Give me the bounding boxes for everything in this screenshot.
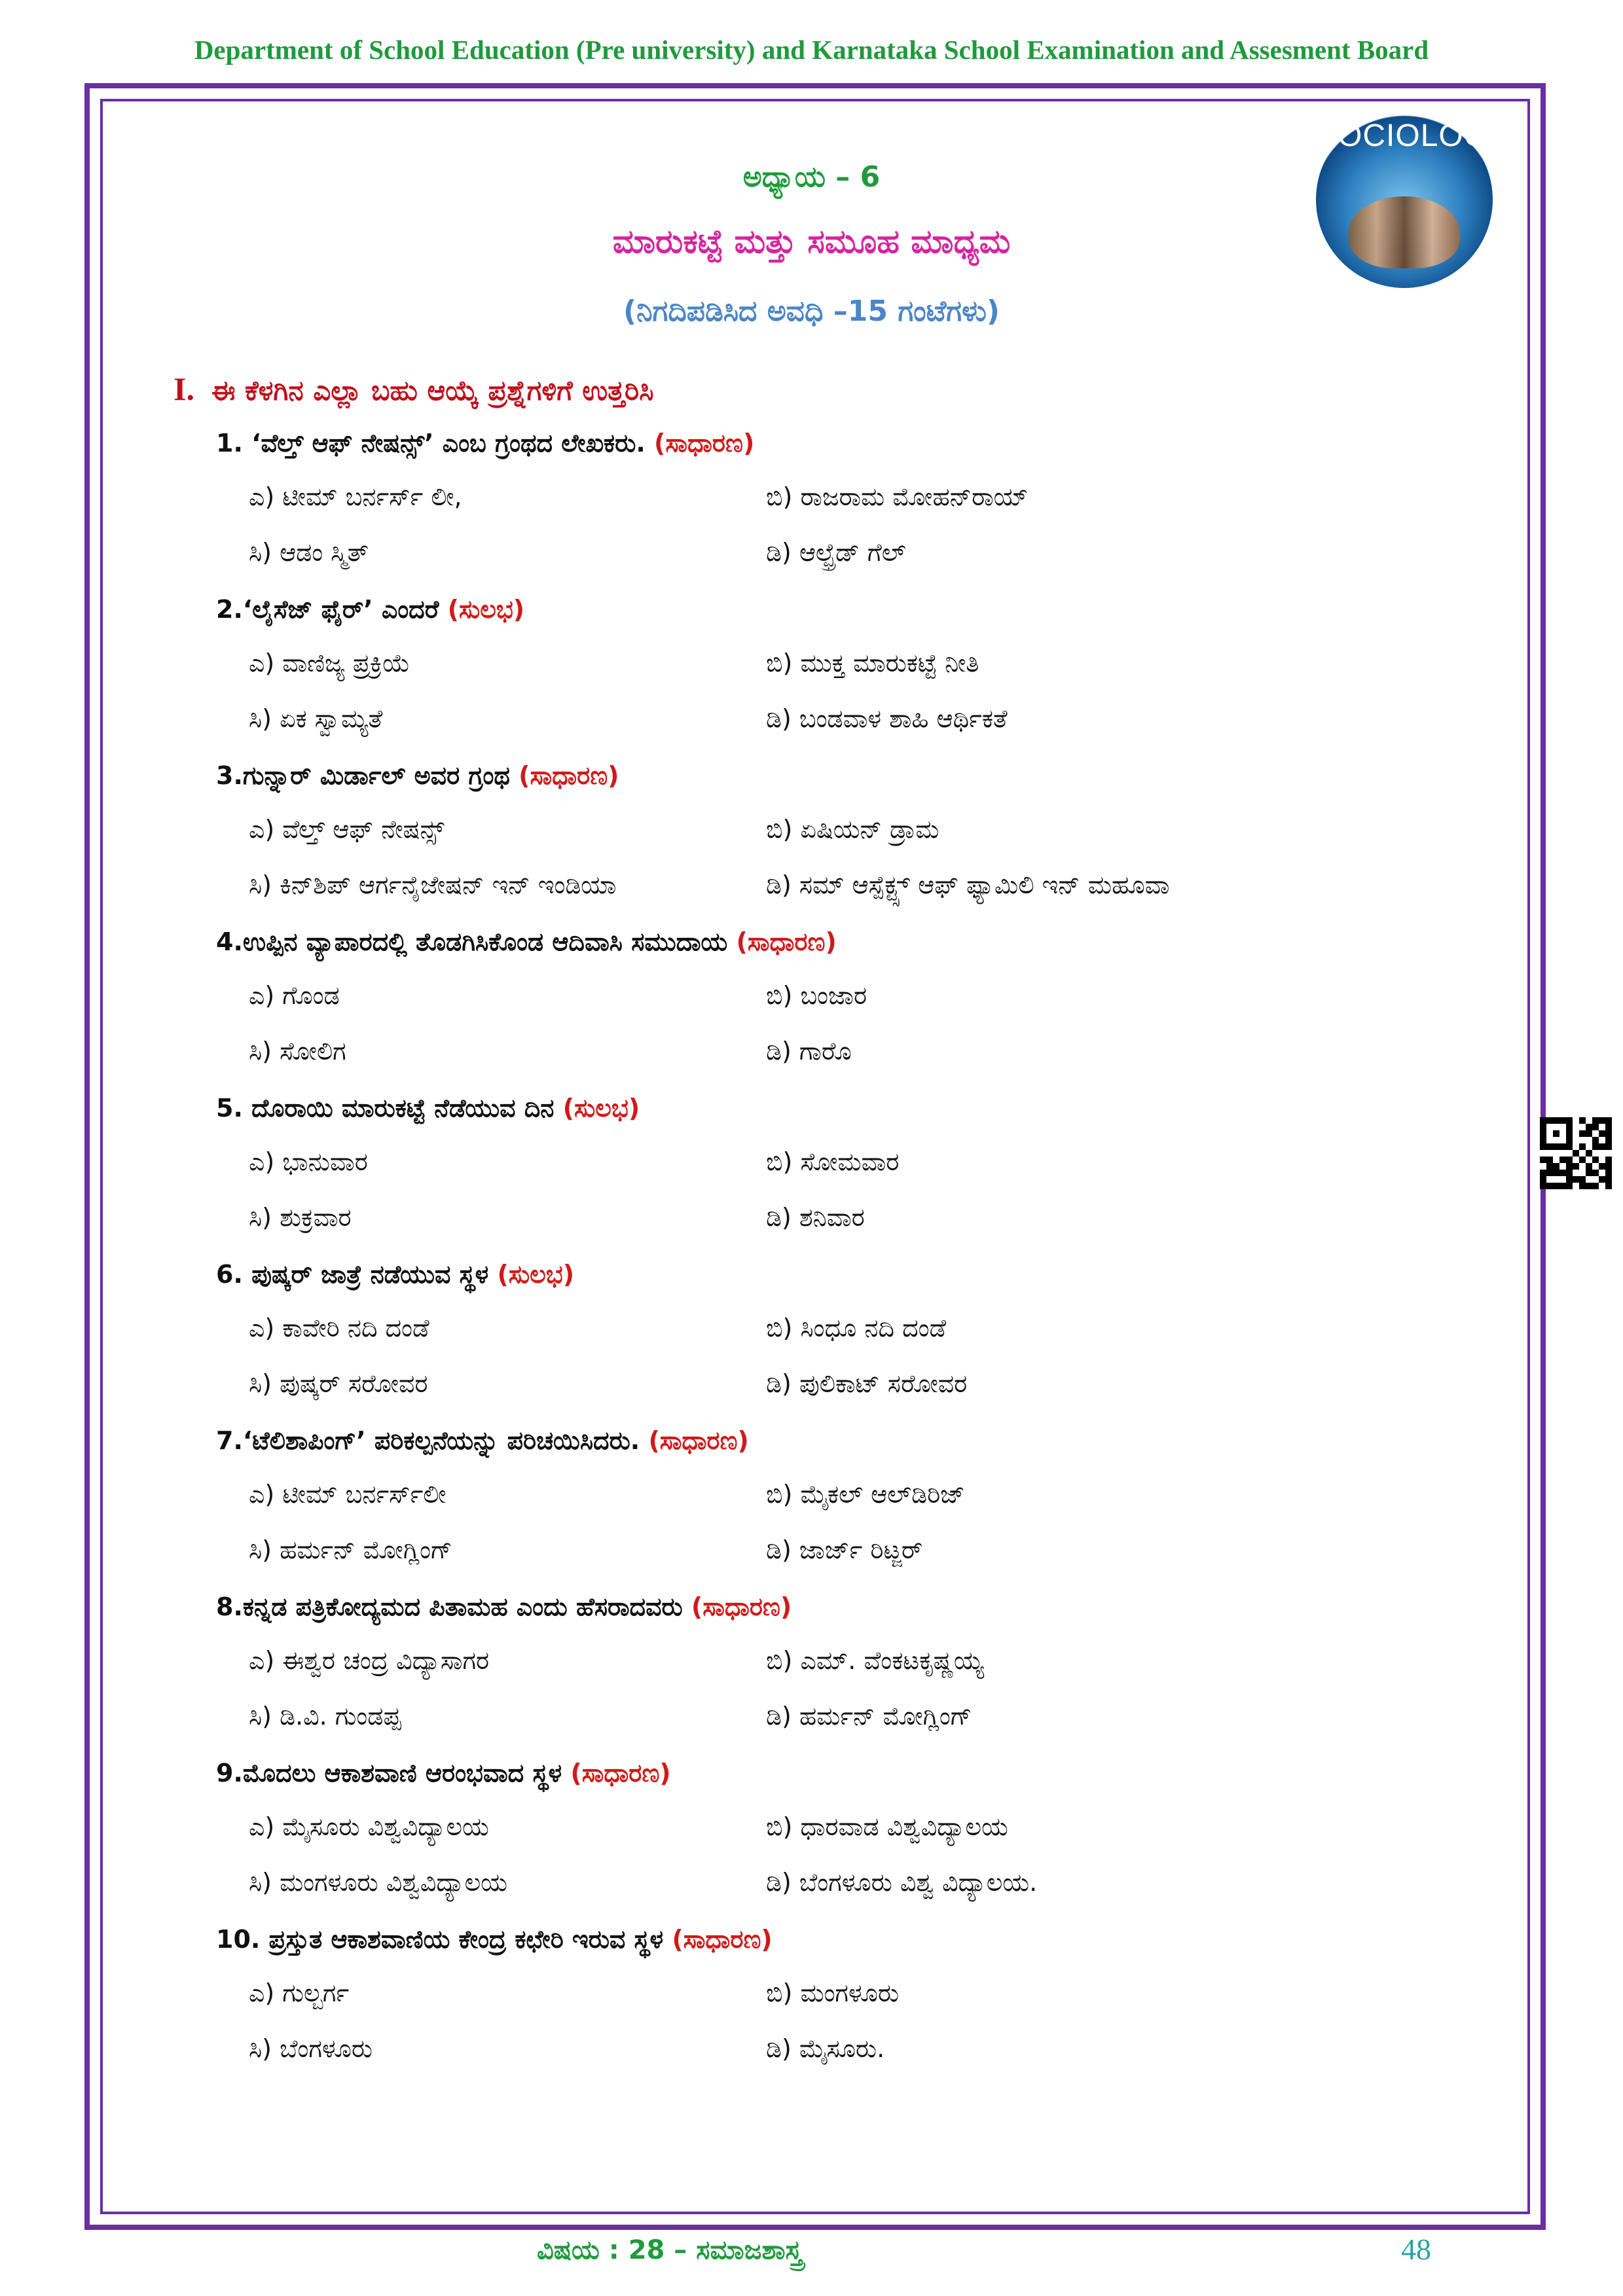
qr-module <box>1579 1176 1586 1183</box>
qr-module <box>1540 1130 1546 1137</box>
question-text <box>216 1094 640 1123</box>
qr-module <box>1605 1163 1612 1170</box>
qr-module <box>1540 1124 1546 1130</box>
option-c: ಸಿ) ಏಕ ಸ್ವಾಮ್ಯತೆ <box>249 704 383 733</box>
qr-module <box>1553 1130 1559 1137</box>
option-a: ಎ) ವೆಲ್ತ್ ಆಫ್ ನೇಷನ್ಸ್ <box>249 815 445 844</box>
question-stem: 7.‘ಟೆಲಿಶಾಪಿಂಗ್’ ಪರಿಕಲ್ಪನೆಯನ್ನು ಪರಿಚಯಿಸಿದರು. <box>216 1426 640 1455</box>
qr-module <box>1579 1157 1586 1163</box>
qr-module <box>1579 1143 1586 1150</box>
option-c: ಸಿ) ಡಿ.ವಿ. ಗುಂಡಪ್ಪ <box>249 1702 401 1731</box>
qr-module <box>1605 1176 1612 1183</box>
option-a: ಎ) ಟೀಮ್ ಬರ್ನರ್ಸ್‌ಲೀ <box>249 1480 447 1509</box>
qr-module <box>1546 1163 1553 1170</box>
qr-module <box>1540 1143 1546 1150</box>
qr-module <box>1592 1157 1599 1163</box>
qr-module <box>1605 1137 1612 1143</box>
chapter-title: ಮಾರುಕಟ್ಟೆ ಮತ್ತು ಸಮೂಹ ಮಾಧ್ಯಮ <box>612 223 1011 260</box>
qr-module <box>1566 1183 1573 1189</box>
option-c: ಸಿ) ಬೆಂಗಳೂರು <box>249 2034 373 2063</box>
question-stem: 9.ಮೊದಲು ಆಕಾಶವಾಣಿ ಆರಂಭವಾದ ಸ್ಥಳ <box>216 1759 562 1787</box>
qr-module <box>1566 1117 1573 1124</box>
question-stem: 6. ಪುಷ್ಕರ್ ಜಾತ್ರೆ ನಡೆಯುವ ಸ್ಥಳ <box>216 1260 489 1289</box>
qr-module <box>1599 1130 1605 1137</box>
qr-module <box>1605 1170 1612 1176</box>
question-text <box>216 1925 773 1954</box>
qr-module <box>1566 1143 1573 1150</box>
question-stem: 10. ಪ್ರಸ್ತುತ ಆಕಾಶವಾಣಿಯ ಕೇಂದ್ರ ಕಛೇರಿ ಇರುವ ಸ್ಥಳ <box>216 1925 664 1954</box>
qr-module <box>1546 1157 1553 1163</box>
option-d: ಡಿ) ಆಲ್ಫ್ರೆಡ್ ಗೆಲ್ <box>766 538 906 567</box>
option-d: ಡಿ) ಗಾರೊ <box>766 1037 852 1066</box>
option-c: ಸಿ) ಸೋಲಿಗ <box>249 1037 346 1066</box>
chapter-number: ಅಧ್ಯಾಯ – 6 <box>742 160 881 194</box>
qr-module <box>1605 1117 1612 1124</box>
option-b: ಬಿ) ಮೈಕಲ್ ಆಲ್‌ಡಿರಿಜ್ <box>766 1480 966 1509</box>
question-text <box>216 1260 574 1289</box>
question-stem: 4.ಉಪ್ಪಿನ ವ್ಯಾಪಾರದಲ್ಲಿ ತೊಡಗಿಸಿಕೊಂಡ ಆದಿವಾಸಿ ಸಮುದಾಯ <box>216 927 728 956</box>
difficulty-badge: (ಸಾಧಾರಣ) <box>736 927 837 956</box>
qr-module <box>1566 1176 1573 1183</box>
option-a: ಎ) ಮೈಸೂರು ವಿಶ್ವವಿದ್ಯಾಲಯ <box>249 1812 489 1841</box>
qr-module <box>1559 1183 1566 1189</box>
question-text <box>216 1759 671 1788</box>
option-b: ಬಿ) ಸೋಮವಾರ <box>766 1147 900 1176</box>
option-c: ಸಿ) ಕಿನ್‌ಶಿಪ್ ಆರ್ಗನೈಜೇಷನ್ ಇನ್ ಇಂಡಿಯಾ <box>249 870 617 899</box>
qr-module <box>1592 1137 1599 1143</box>
qr-module <box>1592 1124 1599 1130</box>
option-c: ಸಿ) ಹರ್ಮನ್ ಮೋಗ್ಲಿಂಗ್ <box>249 1535 452 1564</box>
qr-module <box>1566 1137 1573 1143</box>
difficulty-badge: (ಸಾಧಾರಣ) <box>519 761 619 790</box>
qr-module <box>1599 1176 1605 1183</box>
question-text <box>216 761 619 791</box>
qr-module <box>1566 1124 1573 1130</box>
qr-module <box>1546 1143 1553 1150</box>
qr-module <box>1579 1183 1586 1189</box>
qr-module <box>1566 1130 1573 1137</box>
difficulty-badge: (ಸಾಧಾರಣ) <box>672 1925 773 1954</box>
qr-module <box>1605 1183 1612 1189</box>
question-text <box>216 927 837 957</box>
difficulty-badge: (ಸಾಧಾರಣ) <box>691 1592 792 1621</box>
option-b: ಬಿ) ಬಂಜಾರ <box>766 981 867 1010</box>
question-stem: 2.‘ಲೈಸೆಜ್ ಫೈರ್’ ಎಂದರೆ <box>216 595 439 624</box>
qr-module <box>1559 1157 1566 1163</box>
qr-module <box>1605 1157 1612 1163</box>
option-b: ಬಿ) ರಾಜರಾಮ ಮೋಹನ್‌ರಾಯ್ <box>766 482 1029 511</box>
board-header: Department of School Education (Pre university) and Karnataka School Examination and Assesment Board <box>194 35 1429 65</box>
option-b: ಬಿ) ಧಾರವಾಡ ವಿಶ್ವವಿದ್ಯಾಲಯ <box>766 1812 1008 1841</box>
qr-module <box>1540 1137 1546 1143</box>
question-stem: 8.ಕನ್ನಡ ಪತ್ರಿಕೋದ್ಯಮದ ಪಿತಾಮಹ ಎಂದು ಹೆಸರಾದವರು <box>216 1592 683 1621</box>
difficulty-badge: (ಸಾಧಾರಣ) <box>570 1759 671 1787</box>
qr-module <box>1553 1170 1559 1176</box>
qr-module <box>1586 1170 1592 1176</box>
subject-footer: ವಿಷಯ : 28 – ಸಮಾಜಶಾಸ್ತ್ರ <box>537 2235 803 2265</box>
qr-module <box>1559 1170 1566 1176</box>
qr-module <box>1553 1163 1559 1170</box>
option-c: ಸಿ) ಆಡಂ ಸ್ಮಿತ್ <box>249 538 369 567</box>
qr-module <box>1546 1117 1553 1124</box>
qr-module <box>1546 1183 1553 1189</box>
option-d: ಡಿ) ಹರ್ಮನ್ ಮೋಗ್ಲಿಂಗ್ <box>766 1702 972 1731</box>
qr-module <box>1559 1117 1566 1124</box>
section-number: I. <box>173 370 194 407</box>
qr-module <box>1540 1170 1546 1176</box>
question-stem: 1. ‘ವೆಲ್ತ್ ಆಫ್ ನೇಷನ್ಸ್’ ಎಂಬ ಗ್ರಂಥದ ಲೇಖಕರು. <box>216 429 646 457</box>
option-c: ಸಿ) ಶುಕ್ರವಾರ <box>249 1203 352 1232</box>
option-b: ಬಿ) ಮುಕ್ತ ಮಾರುಕಟ್ಟೆ ನೀತಿ <box>766 649 979 677</box>
difficulty-badge: (ಸಾಧಾರಣ) <box>654 429 755 457</box>
option-a: ಎ) ಕಾವೇರಿ ನದಿ ದಂಡೆ <box>249 1314 429 1342</box>
qr-module <box>1605 1143 1612 1150</box>
sociology-logo <box>1316 111 1511 288</box>
section-title: ಈ ಕೆಳಗಿನ ಎಲ್ಲಾ ಬಹು ಆಯ್ಕೆ ಪ್ರಶ್ನೆಗಳಿಗೆ ಉತ್ತರಿಸಿ <box>211 374 654 406</box>
chapter-duration: (ನಿಗದಿಪಡಿಸಿದ ಅವಧಿ –15 ಗಂಟೆಗಳು) <box>623 295 1000 328</box>
question-text <box>216 595 524 624</box>
qr-module <box>1586 1130 1592 1137</box>
qr-module <box>1553 1143 1559 1150</box>
option-d: ಡಿ) ಬೆಂಗಳೂರು ವಿಶ್ವ ವಿದ್ಯಾಲಯ. <box>766 1868 1038 1897</box>
option-a: ಎ) ಗೊಂಡ <box>249 981 340 1010</box>
qr-module <box>1586 1183 1592 1189</box>
question-stem: 5. ದೊರಾಯಿ ಮಾರುಕಟ್ಟೆ ನೆಡೆಯುವ ದಿನ <box>216 1094 555 1122</box>
option-a: ಎ) ಗುಲ್ಬರ್ಗ <box>249 1979 350 2007</box>
qr-module <box>1566 1170 1573 1176</box>
option-a: ಎ) ಟೀಮ್ ಬರ್ನರ್ಸ್ ಲೀ, <box>249 482 462 511</box>
option-b: ಬಿ) ಏಷಿಯನ್ ಡ್ರಾಮ <box>766 815 939 844</box>
option-d: ಡಿ) ಬಂಡವಾಳ ಶಾಹಿ ಆರ್ಥಿಕತೆ <box>766 704 1008 733</box>
logo-text: SOCIOLOGY <box>1316 118 1511 153</box>
qr-module <box>1586 1124 1592 1130</box>
qr-module <box>1579 1130 1586 1137</box>
option-c: ಸಿ) ಪುಷ್ಕರ್ ಸರೋವರ <box>249 1369 428 1398</box>
option-d: ಡಿ) ಸಮ್ ಆಸ್ಪೆಕ್ಟ್ಸ್ ಆಫ್ ಫ್ಯಾಮಿಲಿ ಇನ್ ಮಹೂವಾ <box>766 870 1170 899</box>
option-a: ಎ) ವಾಣಿಜ್ಯ ಪ್ರಕ್ರಿಯೆ <box>249 649 410 677</box>
question-text <box>216 429 754 458</box>
option-c: ಸಿ) ಮಂಗಳೂರು ವಿಶ್ವವಿದ್ಯಾಲಯ <box>249 1868 507 1897</box>
qr-module <box>1586 1163 1592 1170</box>
qr-module <box>1586 1150 1592 1157</box>
difficulty-badge: (ಸುಲಭ) <box>497 1260 575 1289</box>
difficulty-badge: (ಸುಲಭ) <box>447 595 525 624</box>
option-d: ಡಿ) ಪುಲಿಕಾಟ್ ಸರೋವರ <box>766 1369 968 1398</box>
qr-module <box>1573 1150 1579 1157</box>
qr-module <box>1573 1163 1579 1170</box>
qr-module <box>1599 1163 1605 1170</box>
section-heading <box>173 370 654 408</box>
option-a: ಎ) ಭಾನುವಾರ <box>249 1147 368 1176</box>
question-stem: 3.ಗುನ್ನಾರ್ ಮಿರ್ಡಾಲ್ ಅವರ ಗ್ರಂಥ <box>216 761 510 790</box>
qr-module <box>1540 1183 1546 1189</box>
question-text <box>216 1426 749 1456</box>
option-b: ಬಿ) ಮಂಗಳೂರು <box>766 1979 900 2007</box>
question-text <box>216 1592 792 1622</box>
qr-module <box>1566 1157 1573 1163</box>
qr-module <box>1592 1170 1599 1176</box>
qr-module <box>1546 1170 1553 1176</box>
option-a: ಎ) ಈಶ್ವರ ಚಂದ್ರ ವಿದ್ಯಾಸಾಗರ <box>249 1646 490 1675</box>
difficulty-badge: (ಸುಲಭ) <box>562 1094 640 1122</box>
option-b: ಬಿ) ಎಮ್. ವೆಂಕಟಕೃಷ್ಣಯ್ಯ <box>766 1646 984 1675</box>
difficulty-badge: (ಸಾಧಾರಣ) <box>648 1426 749 1455</box>
qr-code-icon <box>1540 1117 1612 1189</box>
qr-module <box>1559 1143 1566 1150</box>
option-d: ಡಿ) ಶನಿವಾರ <box>766 1203 865 1232</box>
option-d: ಡಿ) ಮೈಸೂರು. <box>766 2034 885 2063</box>
qr-module <box>1573 1176 1579 1183</box>
page-number: 48 <box>1401 2233 1431 2266</box>
qr-module <box>1605 1130 1612 1137</box>
qr-module <box>1592 1183 1599 1189</box>
option-b: ಬಿ) ಸಿಂಧೂ ನದಿ ದಂಡೆ <box>766 1314 947 1342</box>
qr-module <box>1579 1117 1586 1124</box>
qr-module <box>1599 1117 1605 1124</box>
qr-module <box>1592 1117 1599 1124</box>
qr-module <box>1605 1124 1612 1130</box>
qr-module <box>1566 1163 1573 1170</box>
option-d: ಡಿ) ಜಾರ್ಜ್ ರಿಟ್ಜರ್ <box>766 1535 923 1564</box>
qr-module <box>1592 1143 1599 1150</box>
qr-module <box>1553 1117 1559 1124</box>
qr-module <box>1540 1176 1546 1183</box>
qr-module <box>1553 1183 1559 1189</box>
qr-module <box>1540 1117 1546 1124</box>
qr-module <box>1599 1143 1605 1150</box>
qr-module <box>1540 1157 1546 1163</box>
